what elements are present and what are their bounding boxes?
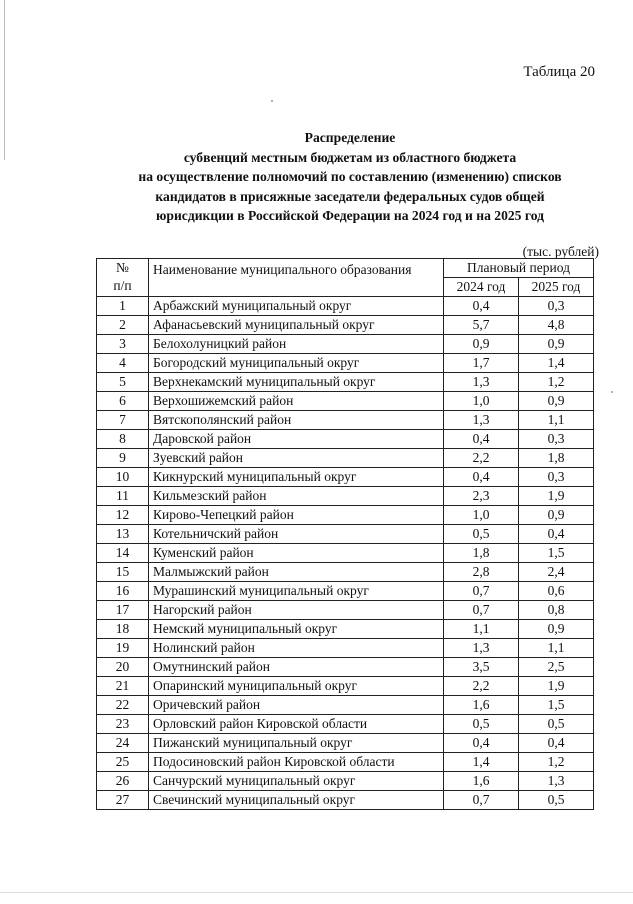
table-row <box>97 791 594 810</box>
row-name: Санчурский муниципальный округ <box>149 772 444 791</box>
row-value-2025: 0,4 <box>519 525 594 544</box>
scan-speck <box>611 391 613 393</box>
row-value-2024: 1,1 <box>444 620 519 639</box>
row-value-2024: 1,6 <box>444 772 519 791</box>
title-line: на осуществление полномочий по составлению (изменению) списков <box>138 169 562 184</box>
row-value-2025: 2,5 <box>519 658 594 677</box>
row-value-2025: 0,3 <box>519 430 594 449</box>
row-num: 8 <box>97 430 149 449</box>
row-value-2024: 1,6 <box>444 696 519 715</box>
row-name: Пижанский муниципальный округ <box>149 734 444 753</box>
row-value-2024: 2,3 <box>444 487 519 506</box>
scan-edge-line <box>4 0 5 160</box>
row-value-2025: 0,5 <box>519 715 594 734</box>
row-value-2025: 0,9 <box>519 620 594 639</box>
row-value-2025: 0,3 <box>519 297 594 316</box>
row-value-2025: 0,9 <box>519 506 594 525</box>
title-line: Распределение <box>304 130 396 145</box>
row-value-2025: 1,8 <box>519 449 594 468</box>
row-value-2025: 0,9 <box>519 392 594 411</box>
row-value-2024: 0,7 <box>444 601 519 620</box>
row-num: 5 <box>97 373 149 392</box>
row-num: 18 <box>97 620 149 639</box>
row-num: 15 <box>97 563 149 582</box>
row-num: 14 <box>97 544 149 563</box>
header-2024: 2024 год <box>444 278 519 297</box>
table-row <box>97 335 594 354</box>
row-num: 23 <box>97 715 149 734</box>
title-line: кандидатов в присяжные заседатели федеральных судов общей <box>155 188 545 204</box>
row-value-2025: 1,9 <box>519 677 594 696</box>
table-row <box>97 506 594 525</box>
row-name: Малмыжский район <box>149 563 444 582</box>
row-name: Верхошижемский район <box>149 392 444 411</box>
table-row <box>97 392 594 411</box>
row-value-2024: 1,0 <box>444 506 519 525</box>
row-value-2025: 1,1 <box>519 411 594 430</box>
row-name: Кикнурский муниципальный округ <box>149 468 444 487</box>
row-value-2024: 2,8 <box>444 563 519 582</box>
row-name: Мурашинский муниципальный округ <box>149 582 444 601</box>
table-row <box>97 487 594 506</box>
table-body <box>97 297 594 810</box>
row-num: 20 <box>97 658 149 677</box>
row-name: Зуевский район <box>149 449 444 468</box>
row-value-2025: 1,4 <box>519 354 594 373</box>
row-num: 12 <box>97 506 149 525</box>
row-name: Даровской район <box>149 430 444 449</box>
table-row <box>97 715 594 734</box>
row-name: Оричевский район <box>149 696 444 715</box>
title-line: субвенций местным бюджетам из областного бюджета <box>183 149 517 165</box>
table-row <box>97 297 594 316</box>
row-num: 1 <box>97 297 149 316</box>
row-value-2024: 0,4 <box>444 734 519 753</box>
row-name: Нагорский район <box>149 601 444 620</box>
row-value-2025: 1,5 <box>519 544 594 563</box>
table-row <box>97 468 594 487</box>
row-name: Верхнекамский муниципальный округ <box>149 373 444 392</box>
row-num: 13 <box>97 525 149 544</box>
document-title <box>90 128 610 226</box>
row-value-2024: 3,5 <box>444 658 519 677</box>
row-num: 10 <box>97 468 149 487</box>
row-value-2024: 1,3 <box>444 373 519 392</box>
row-num: 16 <box>97 582 149 601</box>
row-value-2024: 2,2 <box>444 449 519 468</box>
row-value-2024: 1,0 <box>444 392 519 411</box>
row-name: Белохолуницкий район <box>149 335 444 354</box>
header-name: Наименование муниципального образования <box>149 259 444 297</box>
row-num: 24 <box>97 734 149 753</box>
row-num: 4 <box>97 354 149 373</box>
row-num: 27 <box>97 791 149 810</box>
row-value-2024: 5,7 <box>444 316 519 335</box>
row-num: 2 <box>97 316 149 335</box>
row-value-2024: 1,3 <box>444 411 519 430</box>
table-row <box>97 601 594 620</box>
header-2025: 2025 год <box>519 278 594 297</box>
units-label: (тыс. рублей) <box>522 244 599 259</box>
row-name: Афанасьевский муниципальный округ <box>149 316 444 335</box>
table-row <box>97 563 594 582</box>
row-value-2024: 1,3 <box>444 639 519 658</box>
table-row <box>97 620 594 639</box>
row-num: 19 <box>97 639 149 658</box>
table-row <box>97 411 594 430</box>
table-row <box>97 430 594 449</box>
row-name: Подосиновский район Кировской области <box>149 753 444 772</box>
row-num: 6 <box>97 392 149 411</box>
row-name: Вятскополянский район <box>149 411 444 430</box>
table-row <box>97 734 594 753</box>
table-number: Таблица 20 <box>523 64 595 80</box>
table-row <box>97 525 594 544</box>
table-row <box>97 544 594 563</box>
row-value-2024: 0,5 <box>444 715 519 734</box>
row-value-2024: 0,7 <box>444 791 519 810</box>
row-num: 17 <box>97 601 149 620</box>
scan-speck <box>271 100 273 102</box>
header-num <box>97 259 149 297</box>
table-row <box>97 696 594 715</box>
row-num: 11 <box>97 487 149 506</box>
row-value-2025: 1,2 <box>519 753 594 772</box>
row-name: Омутнинский район <box>149 658 444 677</box>
table-row <box>97 373 594 392</box>
row-num: 26 <box>97 772 149 791</box>
row-value-2025: 0,4 <box>519 734 594 753</box>
row-name: Орловский район Кировской области <box>149 715 444 734</box>
row-name: Куменский район <box>149 544 444 563</box>
row-value-2024: 1,7 <box>444 354 519 373</box>
row-value-2024: 0,9 <box>444 335 519 354</box>
table-row <box>97 354 594 373</box>
table-row <box>97 582 594 601</box>
row-value-2025: 1,3 <box>519 772 594 791</box>
row-name: Кильмезский район <box>149 487 444 506</box>
row-value-2025: 2,4 <box>519 563 594 582</box>
subvention-table <box>96 258 594 810</box>
row-name: Опаринский муниципальный округ <box>149 677 444 696</box>
table-row <box>97 639 594 658</box>
row-value-2025: 0,5 <box>519 791 594 810</box>
row-value-2025: 0,8 <box>519 601 594 620</box>
table-row <box>97 677 594 696</box>
row-name: Нолинский район <box>149 639 444 658</box>
row-value-2025: 1,9 <box>519 487 594 506</box>
row-name: Кирово-Чепецкий район <box>149 506 444 525</box>
row-num: 21 <box>97 677 149 696</box>
row-value-2024: 0,7 <box>444 582 519 601</box>
row-value-2024: 0,4 <box>444 297 519 316</box>
row-value-2024: 0,4 <box>444 430 519 449</box>
row-value-2024: 1,4 <box>444 753 519 772</box>
row-value-2025: 4,8 <box>519 316 594 335</box>
row-num: 7 <box>97 411 149 430</box>
header-period: Плановый период <box>444 259 594 278</box>
row-num: 25 <box>97 753 149 772</box>
row-value-2025: 1,2 <box>519 373 594 392</box>
row-value-2025: 0,6 <box>519 582 594 601</box>
row-value-2024: 0,4 <box>444 468 519 487</box>
row-value-2025: 0,3 <box>519 468 594 487</box>
row-value-2024: 2,2 <box>444 677 519 696</box>
table-row <box>97 753 594 772</box>
row-name: Богородский муниципальный округ <box>149 354 444 373</box>
row-value-2024: 0,5 <box>444 525 519 544</box>
row-num: 22 <box>97 696 149 715</box>
table-row <box>97 772 594 791</box>
row-num: 9 <box>97 449 149 468</box>
row-name: Немский муниципальный округ <box>149 620 444 639</box>
header-num-line1: № <box>116 260 129 275</box>
row-value-2025: 1,5 <box>519 696 594 715</box>
row-value-2025: 0,9 <box>519 335 594 354</box>
row-value-2024: 1,8 <box>444 544 519 563</box>
header-num-line2: п/п <box>113 278 132 293</box>
title-line: юрисдикции в Российской Федерации на 2024 год и на 2025 год <box>156 208 544 223</box>
scan-bottom-line <box>0 892 633 893</box>
table-row <box>97 316 594 335</box>
row-name: Свечинский муниципальный округ <box>149 791 444 810</box>
row-value-2025: 1,1 <box>519 639 594 658</box>
row-name: Арбажский муниципальный округ <box>149 297 444 316</box>
table-row <box>97 658 594 677</box>
row-name: Котельничский район <box>149 525 444 544</box>
row-num: 3 <box>97 335 149 354</box>
table-row <box>97 449 594 468</box>
